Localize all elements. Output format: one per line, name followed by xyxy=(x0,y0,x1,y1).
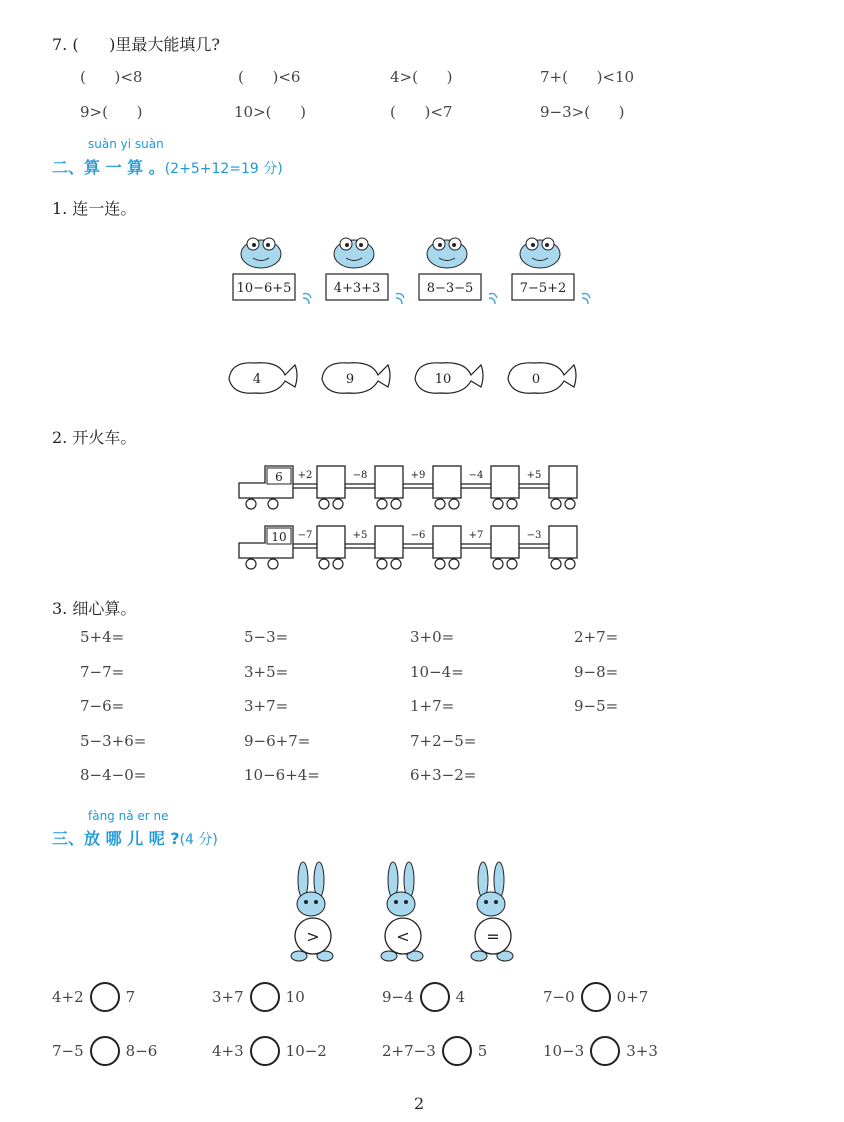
answer-circle[interactable] xyxy=(442,1036,472,1066)
train-operation: +9 xyxy=(410,470,426,481)
fish xyxy=(415,363,483,394)
calc-item: 8−4−0= xyxy=(80,766,147,784)
answer-circle[interactable] xyxy=(90,982,120,1012)
page-number: 2 xyxy=(414,1094,425,1113)
compare-item xyxy=(212,982,305,1012)
q7-item: ( )<7 xyxy=(390,103,453,121)
comparison-sign: = xyxy=(486,927,500,946)
calc-item: 3+5= xyxy=(244,662,289,681)
calc-item: 5+4= xyxy=(80,628,125,646)
rabbits xyxy=(265,860,535,970)
train-car xyxy=(491,466,519,498)
compare-right: 5 xyxy=(477,1042,488,1060)
compare-right: 3+3 xyxy=(626,1042,658,1060)
train-car xyxy=(375,526,403,558)
section3-points: (4 分) xyxy=(179,832,218,848)
calc-item: 7−6= xyxy=(80,697,125,715)
train-operation: −8 xyxy=(352,470,368,481)
compare-item xyxy=(382,1036,487,1066)
compare-left: 3+7 xyxy=(212,988,244,1006)
rabbit xyxy=(291,862,333,961)
train-operation: +5 xyxy=(352,530,368,541)
q7-item: 7+( )<10 xyxy=(540,68,635,86)
q7-item: ( )<6 xyxy=(238,68,301,86)
fish xyxy=(508,363,576,394)
calc-item: 3+7= xyxy=(244,697,289,715)
calc-item: 6+3−2= xyxy=(410,766,477,784)
compare-left: 4+3 xyxy=(212,1042,244,1060)
calc-item: 10−4= xyxy=(410,662,464,681)
train-car xyxy=(317,526,345,558)
train-operation: −7 xyxy=(297,530,313,541)
q7-title: 7. ( )里最大能填几? xyxy=(52,35,220,54)
compare-right: 7 xyxy=(125,988,136,1006)
q1-title: 1. 连一连。 xyxy=(52,199,137,218)
train-operation: −4 xyxy=(468,470,484,481)
fish xyxy=(229,363,297,394)
q7-item: 4>( ) xyxy=(390,68,453,86)
calc-item: 9−8= xyxy=(574,662,619,681)
frog-board xyxy=(512,238,590,304)
q7-item: 9>( ) xyxy=(80,103,143,121)
fish xyxy=(322,363,390,394)
compare-item xyxy=(382,982,465,1012)
fish-number: 9 xyxy=(345,372,355,387)
calc-item: 5−3= xyxy=(244,628,289,646)
section3-pinyin: fàng nǎ er ne xyxy=(88,809,169,823)
frog-expression: 10−6+5 xyxy=(236,281,292,296)
compare-left: 10−3 xyxy=(543,1042,585,1060)
train-start-number: 10 xyxy=(271,530,287,544)
fish-number: 10 xyxy=(434,372,452,387)
answer-circle[interactable] xyxy=(581,982,611,1012)
train-car xyxy=(317,466,345,498)
calc-item: 3+0= xyxy=(410,628,455,646)
train-operation: −6 xyxy=(410,530,426,541)
answer-circle[interactable] xyxy=(590,1036,620,1066)
frog-expression: 8−3−5 xyxy=(426,281,474,296)
compare-left: 7−5 xyxy=(52,1042,84,1060)
compare-item xyxy=(543,982,648,1012)
train-start-number: 6 xyxy=(275,470,283,484)
trains xyxy=(235,458,595,583)
rabbit xyxy=(381,862,423,961)
train-operation: +5 xyxy=(526,470,542,481)
compare-item xyxy=(212,1036,327,1066)
q7-item: 10>( ) xyxy=(234,103,306,121)
compare-right: 8−6 xyxy=(125,1042,158,1060)
calc-item: 10−6+4= xyxy=(244,766,320,784)
frog-boards xyxy=(225,232,615,312)
compare-item xyxy=(543,1036,658,1066)
train-car xyxy=(491,526,519,558)
section2-points: (2+5+12=19 分) xyxy=(164,161,283,177)
train-operation: +2 xyxy=(297,470,313,481)
frog-board xyxy=(233,238,311,304)
calc-item: 7+2−5= xyxy=(410,731,477,750)
calc-item: 7−7= xyxy=(80,662,125,681)
compare-left: 9−4 xyxy=(382,988,414,1006)
compare-left: 7−0 xyxy=(543,988,575,1006)
calc-item: 5−3+6= xyxy=(80,731,147,750)
answer-circle[interactable] xyxy=(90,1036,120,1066)
train-car xyxy=(433,526,461,558)
fish-row xyxy=(225,355,615,400)
frog-expression: 4+3+3 xyxy=(333,281,381,296)
compare-right: 10−2 xyxy=(285,1042,327,1060)
compare-right: 0+7 xyxy=(616,988,649,1006)
train-car xyxy=(549,466,577,498)
calc-item: 1+7= xyxy=(410,697,455,715)
calc-item: 9−5= xyxy=(574,697,619,715)
q7-item: 9−3>( ) xyxy=(540,103,625,121)
comparison-sign: < xyxy=(396,927,410,946)
q2-title: 2. 开火车。 xyxy=(52,428,137,447)
train-operation: −3 xyxy=(526,530,542,541)
train-car xyxy=(375,466,403,498)
fish-number: 4 xyxy=(252,372,262,387)
train-operation: +7 xyxy=(468,530,484,541)
compare-left: 4+2 xyxy=(52,988,84,1006)
answer-circle[interactable] xyxy=(250,1036,280,1066)
train-car xyxy=(549,526,577,558)
calc-item: 9−6+7= xyxy=(244,731,311,750)
train-car xyxy=(433,466,461,498)
fish-number: 0 xyxy=(531,372,541,387)
rabbit xyxy=(471,862,513,961)
compare-item xyxy=(52,982,135,1012)
compare-item xyxy=(52,1036,157,1066)
section3-heading: 三、放 哪 儿 呢 ?(4 分) xyxy=(52,829,218,848)
frog-expression: 7−5+2 xyxy=(519,281,567,296)
frog-board xyxy=(419,238,497,304)
compare-left: 2+7−3 xyxy=(382,1042,436,1060)
q7-item: ( )<8 xyxy=(80,68,143,86)
section2-pinyin: suàn yi suàn xyxy=(88,137,164,151)
compare-right: 10 xyxy=(285,988,305,1006)
answer-circle[interactable] xyxy=(250,982,280,1012)
compare-right: 4 xyxy=(455,988,466,1006)
q3-title: 3. 细心算。 xyxy=(52,599,137,618)
answer-circle[interactable] xyxy=(420,982,450,1012)
frog-board xyxy=(326,238,404,304)
calc-item: 2+7= xyxy=(574,628,619,646)
section2-heading: 二、算 一 算 。(2+5+12=19 分) xyxy=(52,158,283,177)
comparison-sign: > xyxy=(306,927,320,946)
